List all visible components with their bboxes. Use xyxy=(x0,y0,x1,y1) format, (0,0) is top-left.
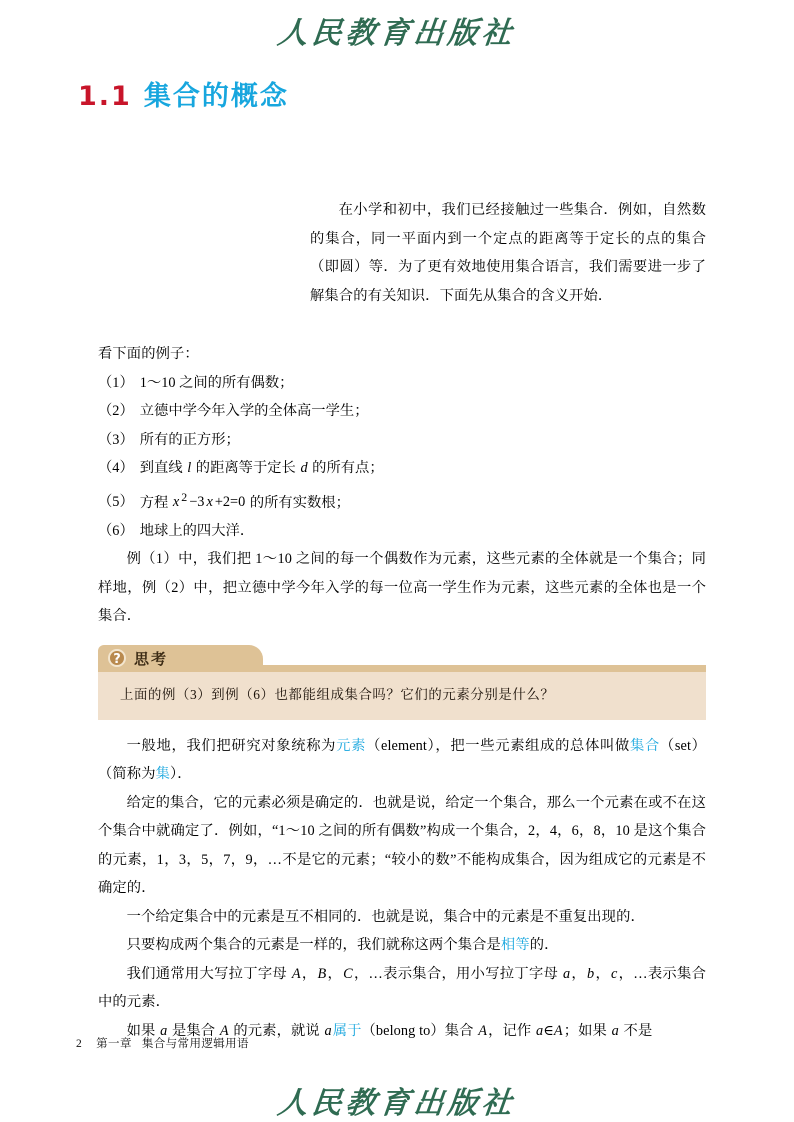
example-number: （1） xyxy=(98,374,134,391)
example-text: 的所有实数根； xyxy=(246,494,350,511)
math-variable-c: c xyxy=(611,965,618,982)
list-item xyxy=(98,397,706,426)
math-variable-l: l xyxy=(187,460,192,476)
definition-paragraph-4 xyxy=(98,931,706,960)
math-variable-b: b xyxy=(587,965,595,982)
definition-paragraph-5 xyxy=(98,960,706,1017)
example-text: 的距离等于定长 xyxy=(192,460,300,476)
def-text: 不是 xyxy=(619,1022,653,1039)
list-item xyxy=(98,369,706,398)
think-question: 上面的例（3）到例（6）也都能组成集合吗？它们的元素分别是什么？ xyxy=(120,686,555,702)
def-text: ，记作 xyxy=(488,1022,535,1039)
def-text: ，…表示集合，用小写拉丁字母 xyxy=(353,965,562,982)
math-exponent: 2 xyxy=(181,489,188,504)
def-text: ；如果 xyxy=(563,1022,611,1039)
paragraph-after-examples: 例（1）中，我们把 1～10 之间的每一个偶数作为元素，这些元素的全体就是一个集合；同样地，例（2）中，把立德中学今年入学的每一位高一学生作为元素，这些元素的全体也是一个集合． xyxy=(98,551,706,625)
example-number: （5） xyxy=(98,494,134,511)
def-text: 一般地，我们把研究对象统称为 xyxy=(126,737,337,754)
examples-lead: 看下面的例子： xyxy=(98,346,199,362)
page-content xyxy=(98,196,706,1045)
keyword-ji: 集 xyxy=(155,766,170,783)
def-text: 是集合 xyxy=(168,1022,219,1039)
example-number: （3） xyxy=(98,431,134,448)
def-text: ， xyxy=(571,965,587,982)
example-text: 方程 xyxy=(139,494,172,511)
def-text: 如果 xyxy=(126,1022,160,1039)
definition-paragraph-3: 一个给定集合中的元素是互不相同的．也就是说，集合中的元素是不重复出现的． xyxy=(126,908,645,925)
list-item xyxy=(98,426,706,455)
math-variable-A: A xyxy=(478,1022,488,1039)
example-text: 的所有点； xyxy=(308,460,384,476)
footer-chapter-title: 集合与常用逻辑用语 xyxy=(141,1038,249,1050)
math-variable-x: x xyxy=(206,494,213,511)
list-item xyxy=(98,483,706,517)
example-number: （6） xyxy=(98,522,134,539)
page-title xyxy=(78,74,289,113)
page-footer xyxy=(76,1035,249,1051)
examples-list xyxy=(98,369,706,546)
def-text: （element），把一些元素组成的总体叫做 xyxy=(366,737,630,754)
definition-paragraph-1 xyxy=(98,732,706,789)
think-tab xyxy=(98,645,263,672)
math-variable-a: a xyxy=(562,965,571,982)
think-box xyxy=(98,645,706,720)
math-variable-a: a xyxy=(611,1022,619,1039)
def-text: （belong to）集合 xyxy=(361,1022,478,1039)
think-body xyxy=(98,672,706,720)
think-label: 思考 xyxy=(134,649,169,668)
footer-chapter: 第一章 xyxy=(96,1038,132,1050)
def-text: ， xyxy=(301,965,317,982)
keyword-element: 元素 xyxy=(336,737,367,754)
keyword-equal: 相等 xyxy=(500,937,530,954)
math-variable-a: a xyxy=(160,1022,168,1039)
def-text: 的． xyxy=(529,937,559,954)
example-text: 所有的正方形； xyxy=(139,431,240,448)
section-title: 集合的概念 xyxy=(143,81,289,112)
example-text: 1～10 之间的所有偶数； xyxy=(139,374,294,391)
list-item xyxy=(98,454,706,483)
math-expression-tail: +2=0 xyxy=(214,494,246,511)
keyword-belong-to: 属于 xyxy=(332,1022,362,1039)
intro-paragraph-block xyxy=(310,196,706,310)
def-text: 我们通常用大写拉丁字母 xyxy=(126,965,291,982)
math-variable-C: C xyxy=(343,965,353,982)
def-text: （set）（简称为 xyxy=(98,737,706,783)
def-text: ）． xyxy=(170,766,192,783)
list-item xyxy=(98,517,706,546)
math-variable-d: d xyxy=(300,460,308,476)
example-number: （2） xyxy=(98,403,134,419)
example-text: 立德中学今年入学的全体高一学生； xyxy=(139,403,369,419)
def-text: 只要构成两个集合的元素是一样的，我们就称这两个集合是 xyxy=(126,937,501,954)
example-text: 地球上的四大洋． xyxy=(139,522,255,539)
example-text: 到直线 xyxy=(139,460,187,476)
def-text: ，…表示集合中的元素． xyxy=(98,965,706,1011)
def-text: 的元素，就说 xyxy=(229,1022,324,1039)
def-text: ， xyxy=(327,965,343,982)
math-expression-belongs: a∈A xyxy=(535,1022,563,1039)
section-number: 1.1 xyxy=(78,81,132,112)
math-variable-A: A xyxy=(291,965,301,982)
keyword-set: 集合 xyxy=(629,737,660,754)
math-variable-A: A xyxy=(219,1022,229,1039)
publisher-logo-bottom: 人民教育出版社 xyxy=(275,1087,518,1120)
example-number: （4） xyxy=(98,460,134,476)
math-variable-x: x xyxy=(172,494,180,511)
math-variable-a: a xyxy=(324,1022,332,1039)
intro-paragraph: 在小学和初中，我们已经接触过一些集合．例如，自然数的集合，同一平面内到一个定点的距离等于定长的点的集合（即圆）等．为了更有效地使用集合语言，我们需要进一步了解集合的有关知识．下面先从集合的含义开始． xyxy=(310,202,706,304)
publisher-logo-top: 人民教育出版社 xyxy=(275,17,518,50)
math-operator: −3 xyxy=(189,494,205,511)
def-text: ， xyxy=(595,965,611,982)
footer-page-number: 2 xyxy=(76,1038,83,1050)
math-variable-B: B xyxy=(317,965,327,982)
question-mark-icon: ? xyxy=(108,649,126,667)
definition-paragraph-2: 给定的集合，它的元素必须是确定的．也就是说，给定一个集合，那么一个元素在或不在这个集合中就确定了．例如，“1～10 之间的所有偶数”构成一个集合，2，4，6，8，10 是这个集合的元素，1，3，5，7，9，…不是它的元素；“较小的数”不能构成集合，因为组成它的元素是不确定的． xyxy=(98,794,706,897)
